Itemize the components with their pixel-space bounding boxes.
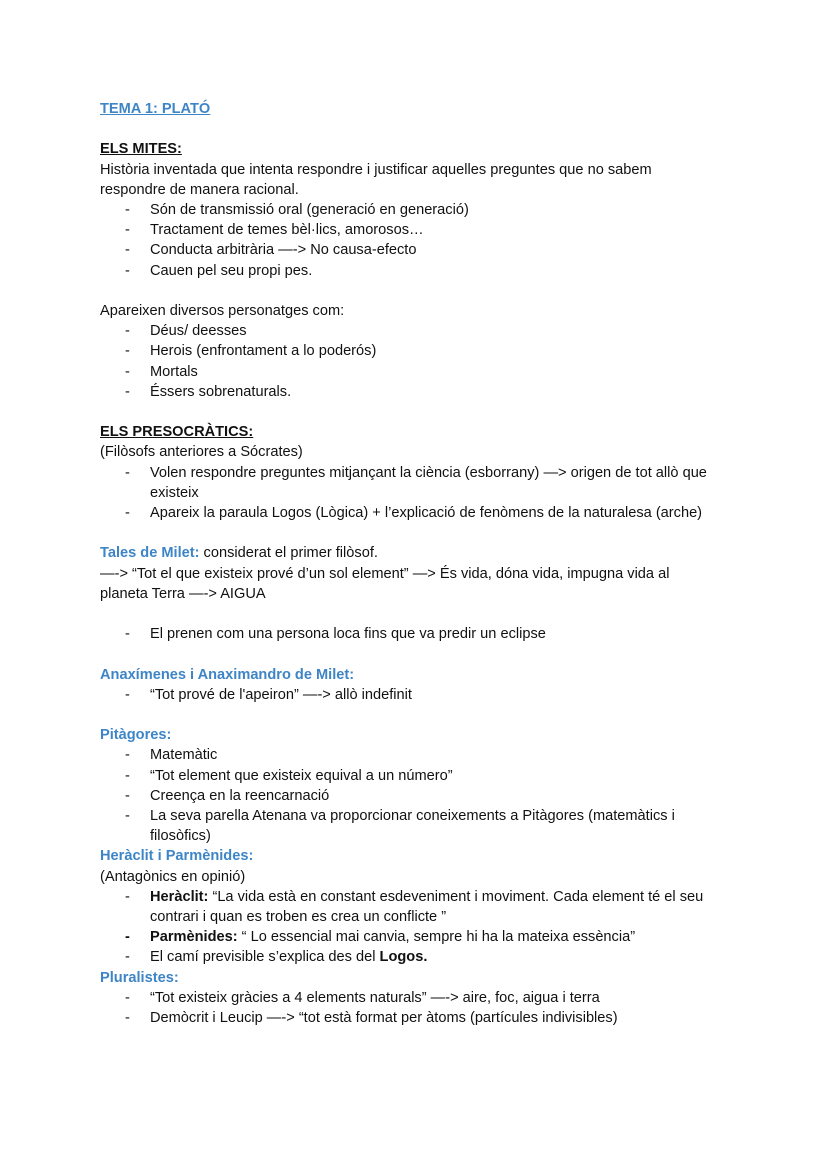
heraclit-list [100,887,720,968]
dash-bullet-icon: - [125,686,130,703]
list-item: - El camí previsible s’explica des del Logos. [100,947,720,967]
dash-bullet-icon: - [125,464,130,481]
tales-desc: considerat el primer filòsof. [199,545,378,562]
list-item: - Matemàtic [100,745,720,765]
dash-bullet-icon: - [125,626,130,643]
dash-bullet-icon: - [125,787,130,804]
section-heading-presocratics: ELS PRESOCRÀTICS: [100,424,254,441]
presocratics-intro: (Filòsofs anteriores a Sócrates) [100,444,303,461]
document-title: TEMA 1: PLATÓ [100,101,211,117]
section-heading-mites: ELS MITES: [100,141,182,158]
dash-bullet-icon: - [125,767,130,784]
dash-bullet-icon: - [125,343,130,360]
dash-bullet-icon: - [125,989,130,1006]
list-item: - “Tot existeix gràcies a 4 elements naturals” —-> aire, foc, aigua i terra [100,988,720,1008]
heraclit-intro: (Antagònics en opinió) [100,868,246,885]
mites-intro: Història inventada que intenta respondre i justificar aquelles preguntes que no sabem respondre de manera racional. [100,161,652,198]
list-item: - Parmènides: “ Lo essencial mai canvia, sempre hi ha la mateixa essència” [100,927,720,947]
anaximenes-list [100,685,720,705]
characters-list [100,321,720,402]
dash-bullet-icon: - [125,222,130,239]
dash-bullet-icon: - [125,383,130,400]
tales-statement: —-> “Tot el que existeix prové d’un sol element” —> És vida, dóna vida, impugna vida al planeta Terra —-> AIGUA [100,565,670,602]
dash-bullet-icon: - [125,242,130,259]
dash-bullet-icon: - [125,888,130,905]
presocratics-list [100,463,720,524]
pitagores-list [100,745,720,846]
list-item: - Són de transmissió oral (generació en generació) [100,200,720,220]
list-item: - Herois (enfrontament a lo poderós) [100,341,720,361]
list-item: - Déus/ deesses [100,321,720,341]
list-item: - El prenen com una persona loca fins que va predir un eclipse [100,624,720,644]
pitagores-name: Pitàgores: [100,727,172,744]
dash-bullet-icon: - [125,949,130,966]
dash-bullet-icon: - [125,262,130,279]
tales-line [100,543,720,563]
list-item: - Creença en la reencarnació [100,786,720,806]
dash-bullet-icon: - [125,202,130,218]
pluralistes-name: Pluralistes: [100,969,179,986]
spacer [100,402,720,422]
list-item: - Apareix la paraula Logos (Lògica) + l’explicació de fenòmens de la naturalesa (arche) [100,503,720,523]
list-item: - Mortals [100,362,720,382]
dash-bullet-icon: - [125,808,130,824]
dash-bullet-icon: - [125,929,130,946]
tales-name: Tales de Milet: [100,545,200,562]
tales-list [100,624,720,644]
spacer [100,523,720,543]
list-item: - “Tot element que existeix equival a un número” [100,766,720,786]
spacer [100,705,720,725]
list-item: - Volen respondre preguntes mitjançant la ciència (esborrany) —> origen de tot allò que existeix [125,464,707,501]
list-item: - La seva parella Atenana va proporcionar coneixements a Pitàgores (matemàtics i filosòfics) [125,808,675,845]
list-item: - Demòcrit i Leucip —-> “tot està format per àtoms (partícules indivisibles) [100,1008,720,1028]
list-item: - Conducta arbitrària —-> No causa-efecto [100,240,720,260]
mites-list [100,200,720,281]
spacer [100,119,720,139]
spacer [100,604,720,624]
dash-bullet-icon: - [125,323,130,340]
heraclit-name: Heràclit i Parmènides: [100,848,254,865]
dash-bullet-icon: - [125,1010,130,1027]
list-item: - Tractament de temes bèl·lics, amorosos… [100,220,720,240]
list-item: - Éssers sobrenaturals. [100,382,720,402]
list-item: - “Tot prové de l'apeiron” —-> allò indefinit [100,685,720,705]
spacer [100,281,720,301]
list-item: - Heràclit: “La vida està en constant esdeveniment i moviment. Cada element té el seu contrari i quan es troben es crea un conflicte ” [125,888,704,926]
dash-bullet-icon: - [125,505,130,522]
list-item: - Cauen pel seu propi pes. [100,261,720,281]
dash-bullet-icon: - [125,747,130,764]
anaximenes-name: Anaxímenes i Anaximandro de Milet: [100,666,355,683]
dash-bullet-icon: - [125,363,130,380]
pluralistes-list [100,988,720,1028]
document-body [100,99,720,1028]
spacer [100,644,720,664]
characters-intro: Apareixen diversos personatges com: [100,303,345,319]
